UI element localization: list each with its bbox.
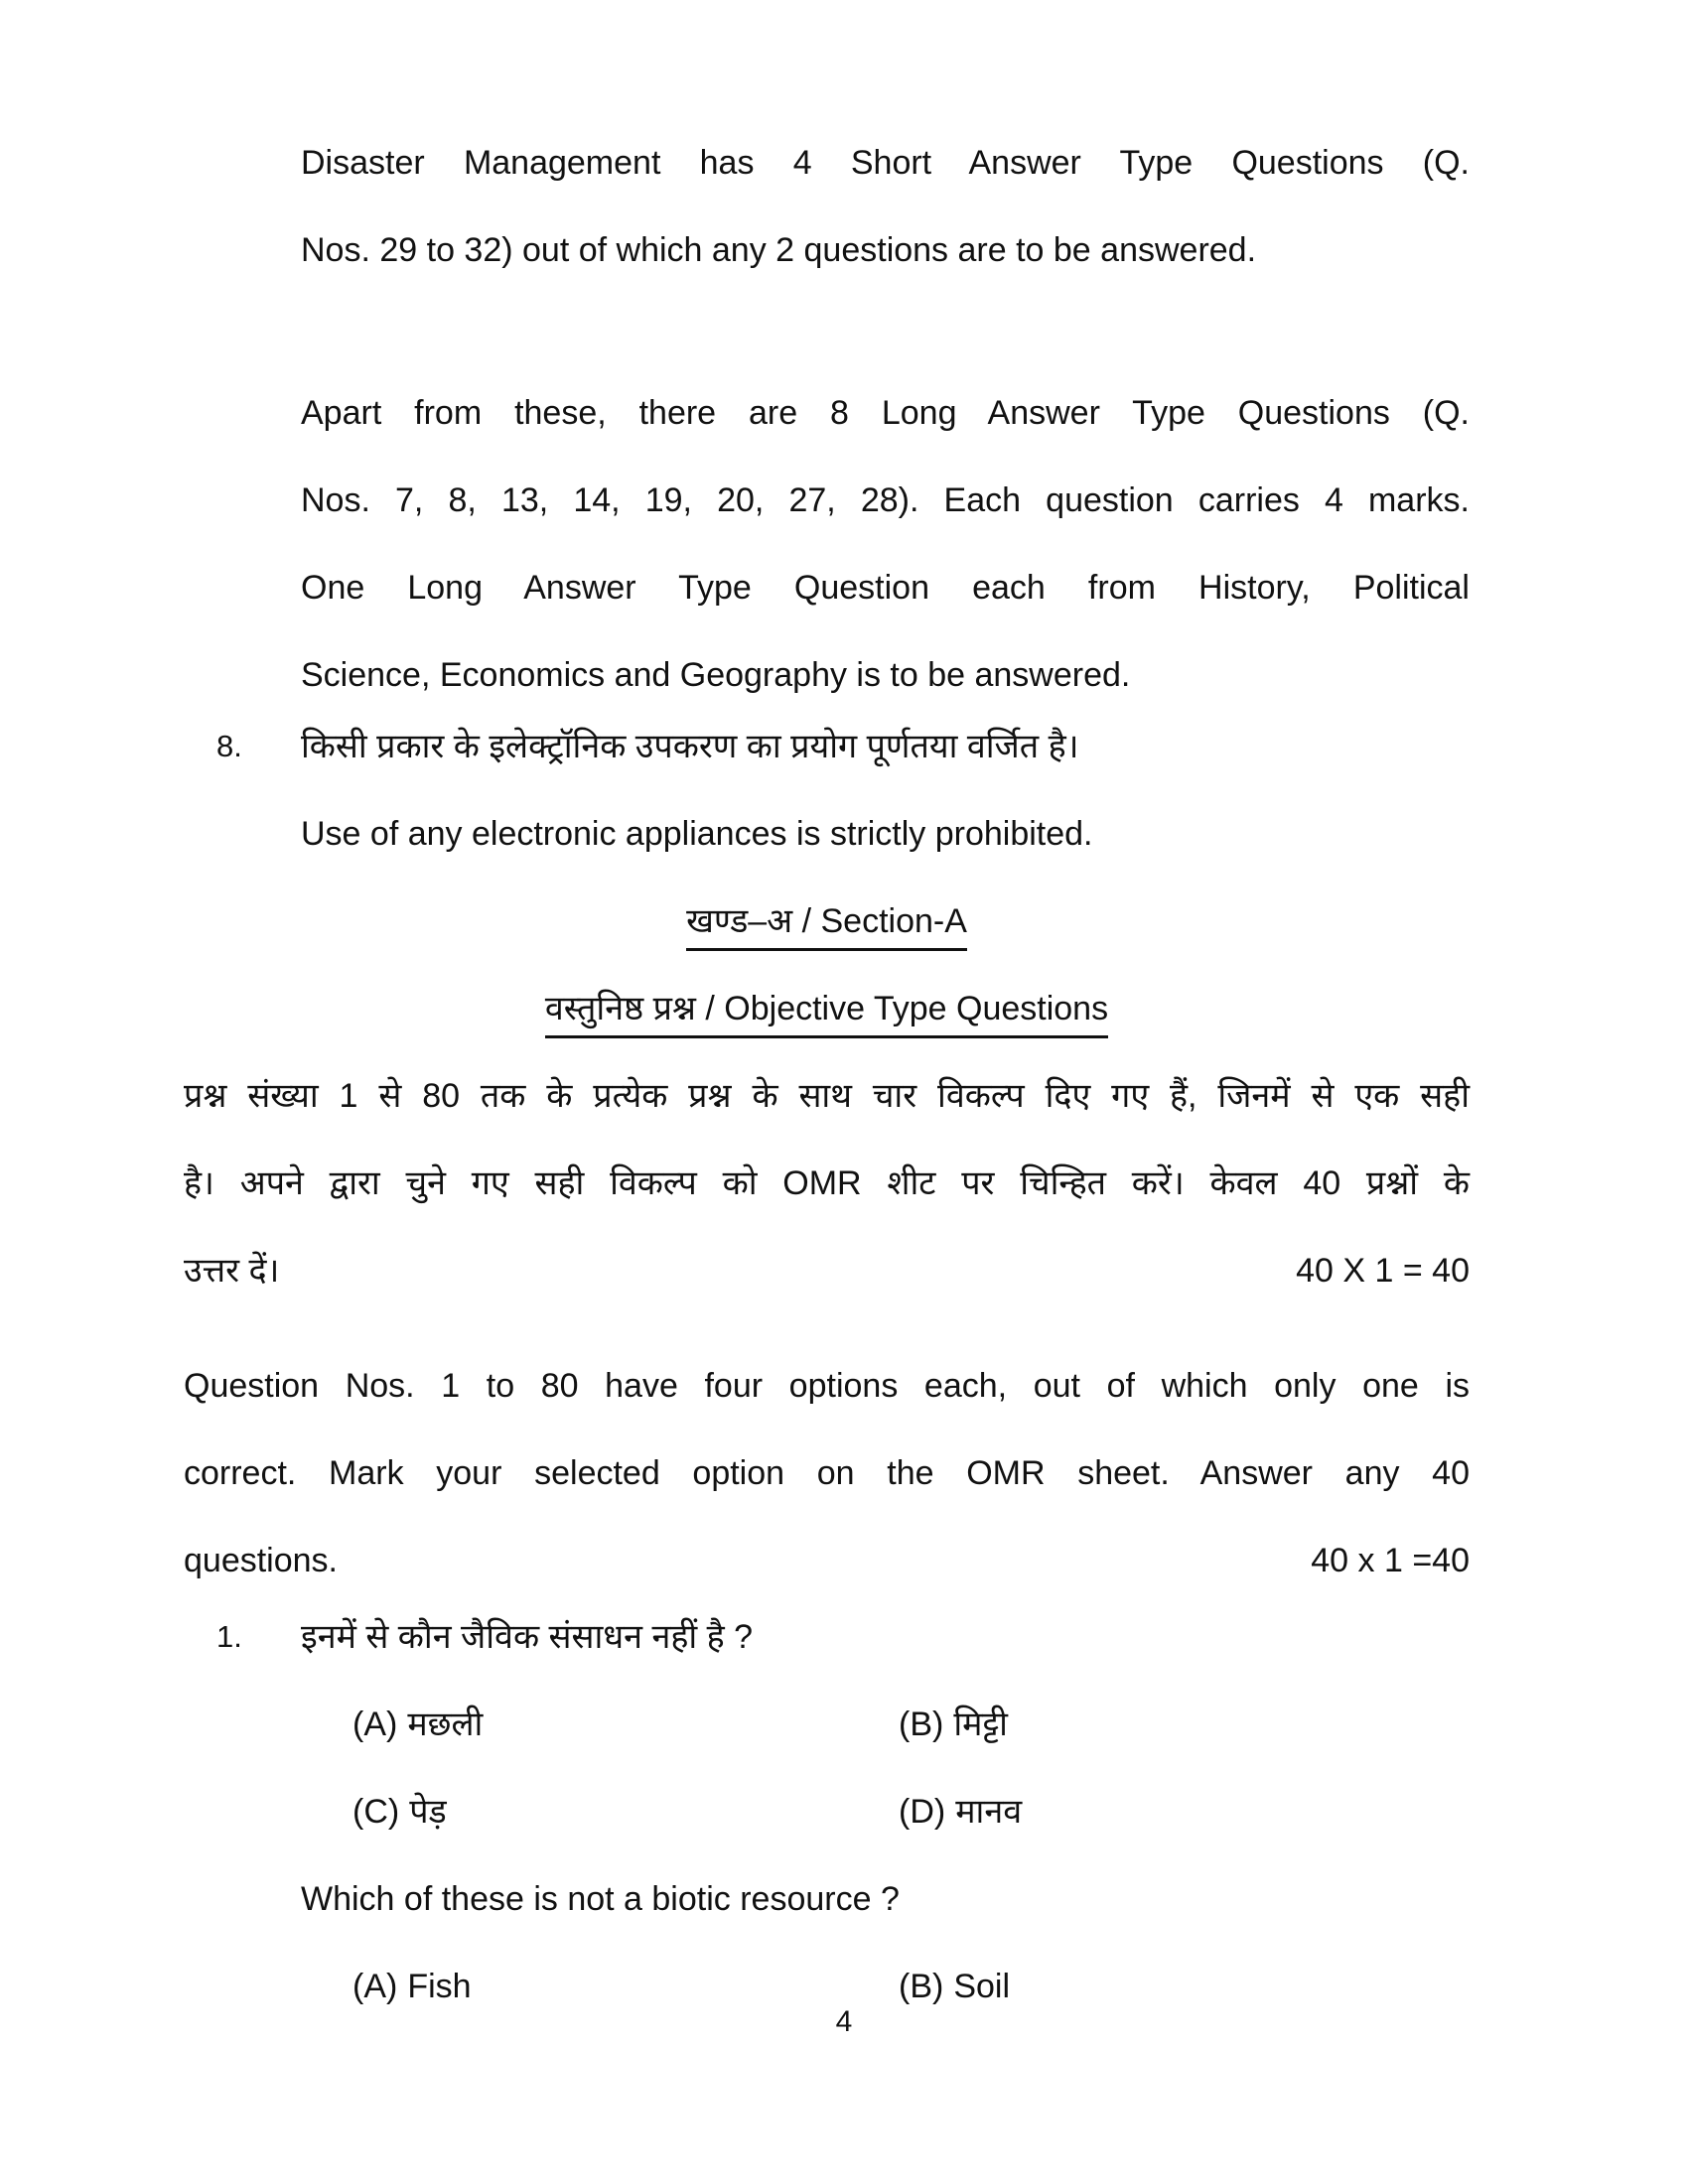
option-d-hindi [899,1768,1022,1855]
item-8-number: 8. [216,729,242,763]
hindi-instruction-tail: उत्तर दें। [184,1252,280,1290]
option-text: पेड़ [409,1793,447,1831]
option-row [184,1768,1470,1855]
question-1-hindi-text: इनमें से कौन जैविक संसाधन नहीं है ? [301,1618,754,1656]
english-instruction-line: correct. Mark your selected option on the OMR sheet. Answer any 40 [184,1454,1470,1492]
section-a-heading [184,878,1470,965]
objective-questions-subheading [184,965,1470,1052]
instruction-item-8-english: Use of any electronic appliances is strictly prohibited. [301,815,1093,853]
option-label: (D) [899,1793,946,1831]
hindi-instruction-line: है। अपने द्वारा चुने गए सही विकल्प को OMR शीट पर चिन्हित करें। केवल 40 प्रश्नों के [184,1164,1470,1202]
hindi-marks-scheme: 40 X 1 = 40 [1296,1252,1470,1290]
question-1-hindi [216,1593,1470,1681]
english-instruction-paragraph [184,1342,1470,1604]
hindi-instruction-paragraph [184,1052,1470,1314]
page-number: 4 [835,2005,853,2038]
option-a-hindi [352,1681,899,1768]
question-1 [216,1593,1470,1681]
option-label: (B) [899,1706,944,1743]
option-text: Fish [407,1968,472,2005]
option-a-english [352,1943,899,2030]
option-b-hindi [899,1681,1008,1768]
instruction-line: Apart from these, there are 8 Long Answer Type Questions (Q. [301,394,1470,432]
option-label: (A) [352,1706,398,1743]
section-a-heading-text: खण्ड–अ / Section-A [686,896,967,951]
option-label: (C) [352,1793,400,1831]
hindi-instruction-line: प्रश्न संख्या 1 से 80 तक के प्रत्येक प्रश्न के साथ चार विकल्प दिए गए हैं, जिनमें से एक सही [184,1077,1470,1115]
instruction-line: One Long Answer Type Question each from History, Political [301,569,1470,607]
english-instruction-line [184,1517,1470,1604]
objective-questions-subheading-text: वस्तुनिष्ठ प्रश्न / Objective Type Questions [545,984,1108,1038]
option-text: मछली [407,1706,484,1743]
option-text: मानव [955,1793,1023,1831]
option-c-hindi [352,1768,899,1855]
instruction-line: Disaster Management has 4 Short Answer Type Questions (Q. [301,144,1470,182]
item-8-hindi-text: किसी प्रकार के इलेक्ट्रॉनिक उपकरण का प्रयोग पूर्णतया वर्जित है। [301,728,1079,765]
question-1-english [301,1855,1470,1943]
instruction-item-8-hindi [216,703,1470,790]
instruction-line: Science, Economics and Geography is to be answered. [301,656,1131,694]
english-instruction-tail: questions. [184,1542,338,1579]
instruction-line: Nos. 7, 8, 13, 14, 19, 20, 27, 28). Each question carries 4 marks. [301,481,1470,519]
option-text: मिट्टी [953,1706,1008,1743]
option-label: (B) [899,1968,944,2005]
option-label: (A) [352,1968,398,2005]
hindi-instruction-line [184,1227,1470,1314]
instruction-line: Nos. 29 to 32) out of which any 2 questions are to be answered. [301,231,1257,269]
question-1-english-text: Which of these is not a biotic resource ? [301,1880,900,1918]
instruction-paragraph-long-answer [301,369,1470,719]
question-1-number: 1. [216,1619,242,1654]
option-text: Soil [953,1968,1011,2005]
english-marks-scheme: 40 x 1 =40 [1311,1542,1470,1579]
option-row [184,1681,1470,1768]
instruction-item-8 [216,703,1470,878]
english-instruction-line: Question Nos. 1 to 80 have four options each, out of which only one is [184,1367,1470,1405]
instruction-paragraph-disaster [301,119,1470,294]
option-b-english [899,1943,1010,2030]
question-1-options-hindi [184,1681,1470,1855]
